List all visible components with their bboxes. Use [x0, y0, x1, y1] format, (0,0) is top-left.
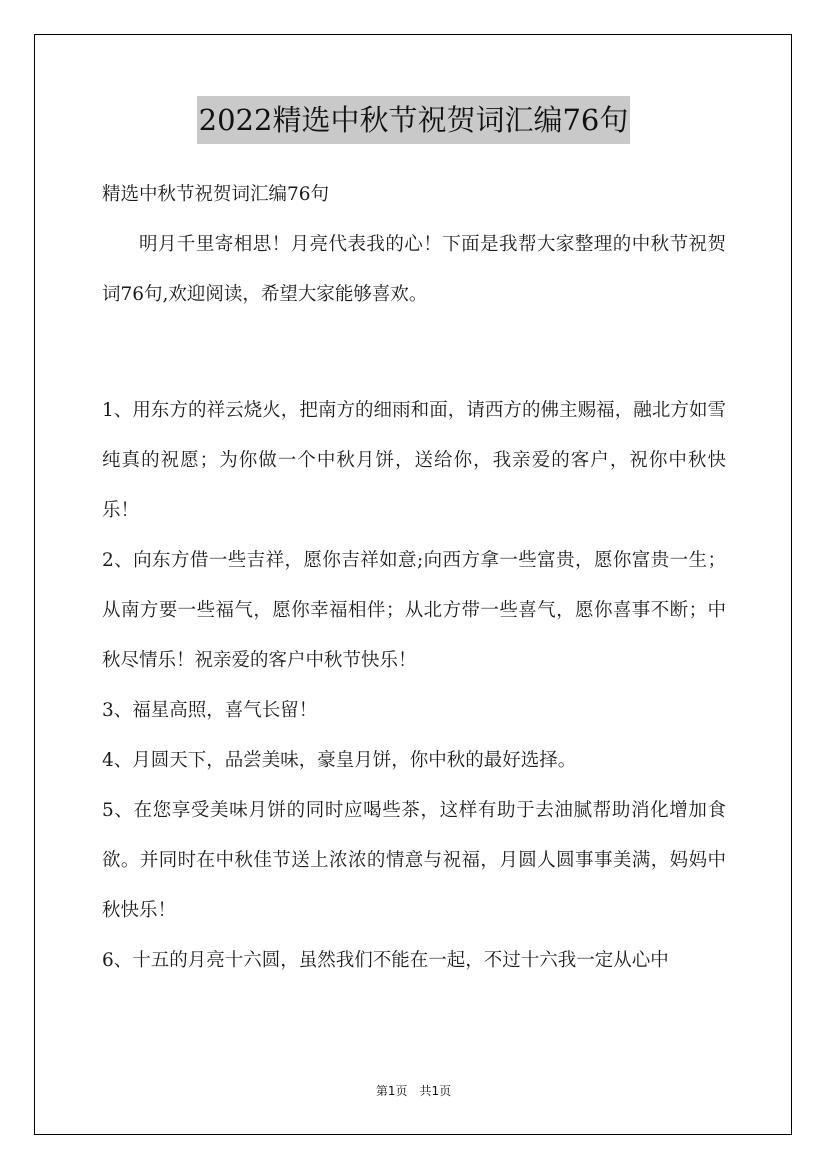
document-subtitle: 精选中秋节祝贺词汇编76句	[102, 184, 330, 205]
intro-paragraph: 明月千里寄相思！月亮代表我的心！下面是我帮大家整理的中秋节祝贺词76句,欢迎阅读，希望大家能够喜欢。	[102, 234, 726, 305]
list-item: 5、在您享受美味月饼的同时应喝些茶，这样有助于去油腻帮助消化增加食欲。并同时在中秋佳节送上浓浓的情意与祝福，月圆人圆事事美满，妈妈中秋快乐！	[102, 800, 726, 921]
list-item: 3、福星高照，喜气长留！	[102, 700, 318, 721]
paragraph-spacer	[102, 320, 726, 386]
document-body	[102, 170, 726, 986]
page-number-current: 第1页	[375, 1084, 408, 1098]
document-title: 2022精选中秋节祝贺词汇编76句	[197, 96, 631, 144]
list-item: 1、用东方的祥云烧火，把南方的细雨和面，请西方的佛主赐福，融北方如雪纯真的祝愿；为你做一个中秋月饼，送给你，我亲爱的客户，祝你中秋快乐！	[102, 400, 726, 521]
page-footer	[0, 1082, 827, 1099]
list-item: 6、十五的月亮十六圆，虽然我们不能在一起，不过十六我一定从心中	[102, 950, 669, 971]
page-number-total: 共1页	[419, 1084, 452, 1098]
title-container	[0, 96, 827, 144]
list-item: 2、向东方借一些吉祥，愿你吉祥如意;向西方拿一些富贵，愿你富贵一生；从南方要一些福气，愿你幸福相伴；从北方带一些喜气，愿你喜事不断；中秋尽情乐！祝亲爱的客户中秋节快乐！	[102, 550, 726, 671]
list-item: 4、月圆天下，品尝美味，豪皇月饼，你中秋的最好选择。	[102, 750, 577, 771]
